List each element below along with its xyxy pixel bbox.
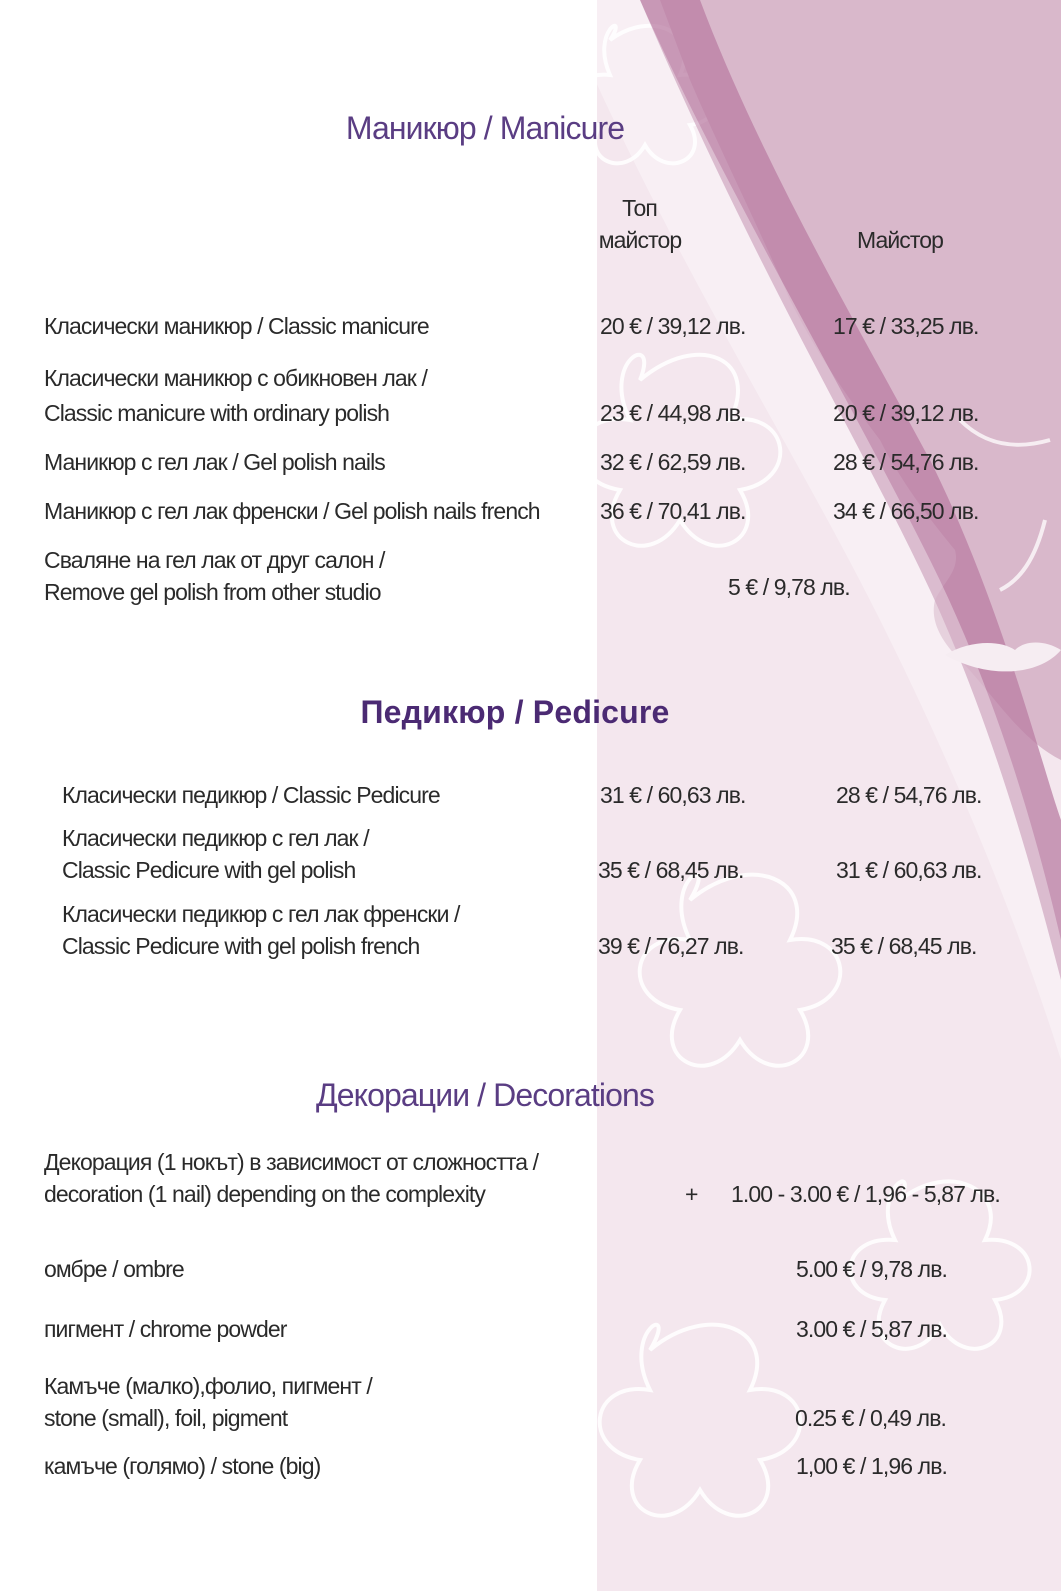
service-name-line1: Класически маникюр с обикновен лак / <box>44 365 427 391</box>
price-top-master: 31 € / 60,63 лв. <box>600 782 746 808</box>
decorations-title: Декорации / Decorations <box>315 1077 655 1113</box>
manicure-title: Маникюр / Manicure <box>345 110 625 146</box>
price-single: 3.00 € / 5,87 лв. <box>796 1316 948 1342</box>
price-top-master: 23 € / 44,98 лв. <box>600 400 746 426</box>
service-name-line2: Classic manicure with ordinary polish <box>44 400 390 426</box>
service-name-line2: decoration (1 nail) depending on the complexity <box>44 1181 486 1207</box>
price-single: 5.00 € / 9,78 лв. <box>796 1256 948 1282</box>
service-name: Класически педикюр / Classic Pedicure <box>62 782 440 808</box>
service-name: Маникюр с гел лак / Gel polish nails <box>44 449 385 475</box>
service-name: пигмент / chrome powder <box>44 1316 287 1342</box>
pedicure-title: Педикюр / Pedicure <box>360 694 670 730</box>
service-name: Маникюр с гел лак френски / Gel polish nails french <box>44 498 540 524</box>
price-single: 5 € / 9,78 лв. <box>728 574 850 600</box>
service-name-line1: Камъче (малко),фолио, пигмент / <box>44 1373 372 1399</box>
service-name-line1: Декорация (1 нокът) в зависимост от сложността / <box>44 1149 539 1175</box>
price-master: 31 € / 60,63 лв. <box>836 857 982 883</box>
price-master: 28 € / 54,76 лв. <box>836 782 982 808</box>
service-name-line2: Classic Pedicure with gel polish <box>62 857 356 883</box>
price-top-master: 32 € / 62,59 лв. <box>600 449 746 475</box>
service-name: омбре / ombre <box>44 1256 184 1282</box>
price-single: 0.25 € / 0,49 лв. <box>795 1405 947 1431</box>
price-top-master: 35 € / 68,45 лв. <box>598 857 744 883</box>
price-range: 1.00 - 3.00 € / 1,96 - 5,87 лв. <box>731 1181 1000 1207</box>
service-name-line1: Класически педикюр с гел лак / <box>62 825 369 851</box>
service-name: камъче (голямо) / stone (big) <box>44 1453 321 1479</box>
price-master: 17 € / 33,25 лв. <box>833 313 979 339</box>
price-single: 1,00 € / 1,96 лв. <box>796 1453 948 1479</box>
price-top-master: 39 € / 76,27 лв. <box>598 933 744 959</box>
price-top-master: 36 € / 70,41 лв. <box>600 498 746 524</box>
plus-sign: + <box>685 1181 698 1207</box>
column-top-master-line2: майстор <box>598 227 682 253</box>
price-master: 34 € / 66,50 лв. <box>833 498 979 524</box>
service-name-line2: stone (small), foil, pigment <box>44 1405 288 1431</box>
column-top-master-line1: Топ <box>622 195 657 221</box>
price-master: 28 € / 54,76 лв. <box>833 449 979 475</box>
service-name-line2: Remove gel polish from other studio <box>44 579 381 605</box>
service-name: Класически маникюр / Classic manicure <box>44 313 429 339</box>
price-top-master: 20 € / 39,12 лв. <box>600 313 746 339</box>
price-master: 35 € / 68,45 лв. <box>831 933 977 959</box>
service-name-line2: Classic Pedicure with gel polish french <box>62 933 420 959</box>
service-name-line1: Сваляне на гел лак от друг салон / <box>44 547 385 573</box>
column-master: Майстор <box>856 227 944 253</box>
price-master: 20 € / 39,12 лв. <box>833 400 979 426</box>
service-name-line1: Класически педикюр с гел лак френски / <box>62 901 460 927</box>
